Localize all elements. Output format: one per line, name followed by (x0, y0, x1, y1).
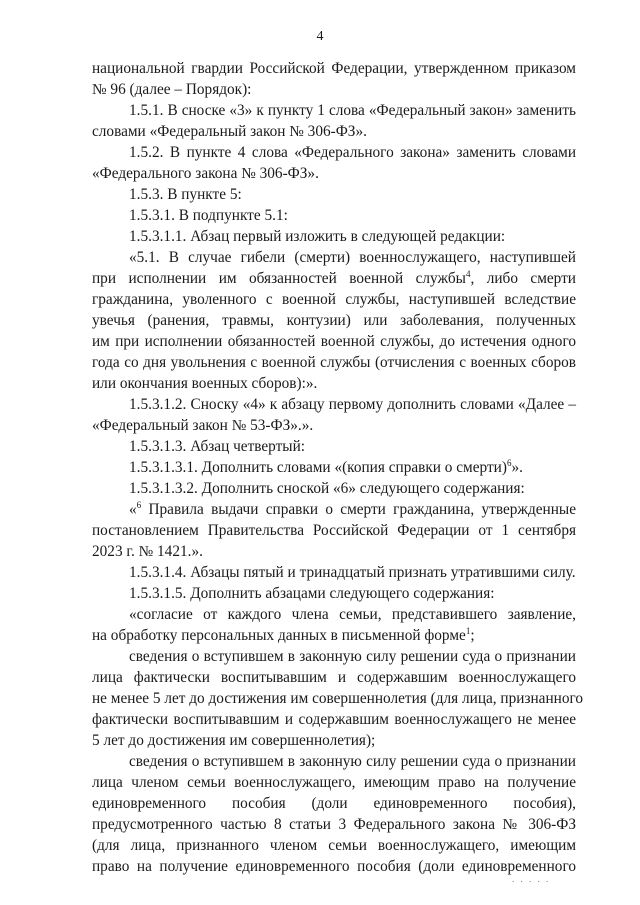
text-line (92, 184, 576, 205)
line-text: 1.5.3.1. В подпункте 5.1: (129, 207, 288, 224)
text-line (92, 394, 576, 415)
text-line (92, 58, 576, 79)
text-line (92, 79, 576, 100)
text-line (92, 331, 576, 352)
line-text: « (129, 501, 137, 518)
text-line (92, 709, 576, 730)
text-line (92, 499, 576, 520)
line-text: «Федерального закона № 306-ФЗ». (92, 165, 319, 182)
text-line (92, 604, 576, 625)
footnote-marker: 4 (465, 269, 471, 279)
line-text: 1.5.3.1.5. Дополнить абзацами следующего содержания: (129, 585, 495, 602)
line-text: № 96 (далее – Порядок): (92, 81, 252, 98)
line-text: 1.5.3.1.1. Абзац первый изложить в следующей редакции: (129, 228, 506, 245)
text-line (92, 205, 576, 226)
line-text: гражданина, уволенного с военной службы, наступившей вследствие (92, 291, 576, 308)
text-line (92, 436, 576, 457)
line-text: года со дня увольнения с военной службы (отчисления с военных сборов (92, 354, 576, 371)
line-text: 1.5.1. В сноске «3» к пункту 1 слова «Федеральный закон» заменить (129, 102, 576, 119)
text-line (92, 142, 576, 163)
footnote-marker: 6 (506, 458, 512, 468)
line-text: увечья (ранения, травмы, контузии) или заболевания, полученных (92, 312, 576, 329)
line-text: «5.1. В случае гибели (смерти) военнослужащего, наступившей (129, 249, 576, 266)
text-line (92, 163, 576, 184)
line-text: национальной гвардии Российской Федерации, утвержденном приказом (92, 60, 576, 77)
line-text-after: Правила выдачи справки о смерти гражданина, утвержденные (141, 501, 576, 518)
text-line (92, 625, 576, 646)
line-text-after: ». (511, 459, 523, 476)
document-body (92, 58, 584, 877)
text-line (92, 541, 576, 562)
page-number: 4 (316, 29, 324, 44)
line-text: «Федеральный закон № 53-ФЗ».». (92, 417, 314, 434)
line-text: 2023 г. № 1421.». (92, 543, 203, 560)
text-line (92, 247, 576, 268)
text-line (92, 289, 576, 310)
line-text: право на получение единовременного пособия (доли единовременного (92, 858, 576, 875)
line-text: им при исполнении обязанностей военной службы, до истечения одного (92, 333, 576, 350)
text-line (92, 415, 576, 436)
text-line (92, 226, 576, 247)
line-text: (для лица, признанного членом семьи военнослужащего, имеющим (92, 837, 576, 854)
text-line (92, 814, 576, 835)
text-line (92, 667, 576, 688)
line-text: или окончания военных сборов):». (92, 375, 318, 392)
line-text: 5 лет до достижения им совершеннолетия); (92, 732, 376, 749)
line-text: сведения о вступившем в законную силу решении суда о признании (129, 648, 576, 665)
line-text: предусмотренного частью 8 статьи 3 Федерального закона № 306-ФЗ (92, 816, 576, 833)
text-line (92, 352, 576, 373)
line-text: «согласие от каждого члена семьи, представившего заявление, (129, 606, 576, 623)
line-text: 1.5.3.1.3.1. Дополнить словами «(копия справки о смерти) (129, 459, 507, 476)
text-line (92, 856, 576, 877)
line-text: лица членом семьи военнослужащего, имеющим право на получение (92, 774, 576, 791)
text-line (92, 373, 576, 394)
text-line (92, 646, 576, 667)
line-text: 1.5.3. В пункте 5: (129, 186, 242, 203)
line-text: 1.5.3.1.4. Абзацы пятый и тринадцатый признать утратившими силу. (129, 564, 576, 581)
line-text: фактически воспитывавшим и содержавшим военнослужащего не менее (92, 711, 576, 728)
text-line (92, 772, 576, 793)
line-text: не менее 5 лет до достижения им совершеннолетия (для лица, признанного (92, 690, 584, 707)
text-line (92, 793, 576, 814)
text-line (92, 562, 576, 583)
text-line (92, 730, 576, 751)
line-text: лица фактически воспитывавшим и содержавшим военнослужащего (92, 669, 576, 686)
text-line (92, 478, 576, 499)
line-text: единовременного пособия (доли единовременного пособия), (92, 795, 576, 812)
text-line (92, 310, 576, 331)
text-line (92, 751, 576, 772)
line-text: 1.5.3.1.3. Абзац четвертый: (129, 438, 306, 455)
line-text: словами «Федеральный закон № 306-ФЗ». (92, 123, 367, 140)
text-line (92, 268, 576, 289)
text-line (92, 100, 576, 121)
text-line (92, 520, 576, 541)
text-line (92, 121, 576, 142)
line-text: при исполнении им обязанностей военной службы (92, 270, 466, 287)
line-text: 1.5.2. В пункте 4 слова «Федерального закона» заменить словами (129, 144, 576, 161)
line-text-after: ; (470, 627, 475, 644)
line-text: на обработку персональных данных в письменной форме (92, 627, 466, 644)
footnote-marker: 1 (465, 626, 471, 636)
line-text-after: , либо смерти (470, 270, 576, 287)
text-line (92, 835, 576, 856)
line-text: 1.5.3.1.2. Сноску «4» к абзацу первому дополнить словами «Далее – (129, 396, 576, 413)
footnote-marker: 6 (136, 500, 142, 510)
scan-artifact: . . . . . (512, 874, 551, 884)
text-line (92, 457, 576, 478)
line-text: постановлением Правительства Российской Федерации от 1 сентября (92, 522, 576, 539)
line-text: 1.5.3.1.3.2. Дополнить сноской «6» следующего содержания: (129, 480, 525, 497)
text-line (92, 583, 576, 604)
line-text: сведения о вступившем в законную силу решении суда о признании (129, 753, 576, 770)
text-line (92, 688, 584, 709)
